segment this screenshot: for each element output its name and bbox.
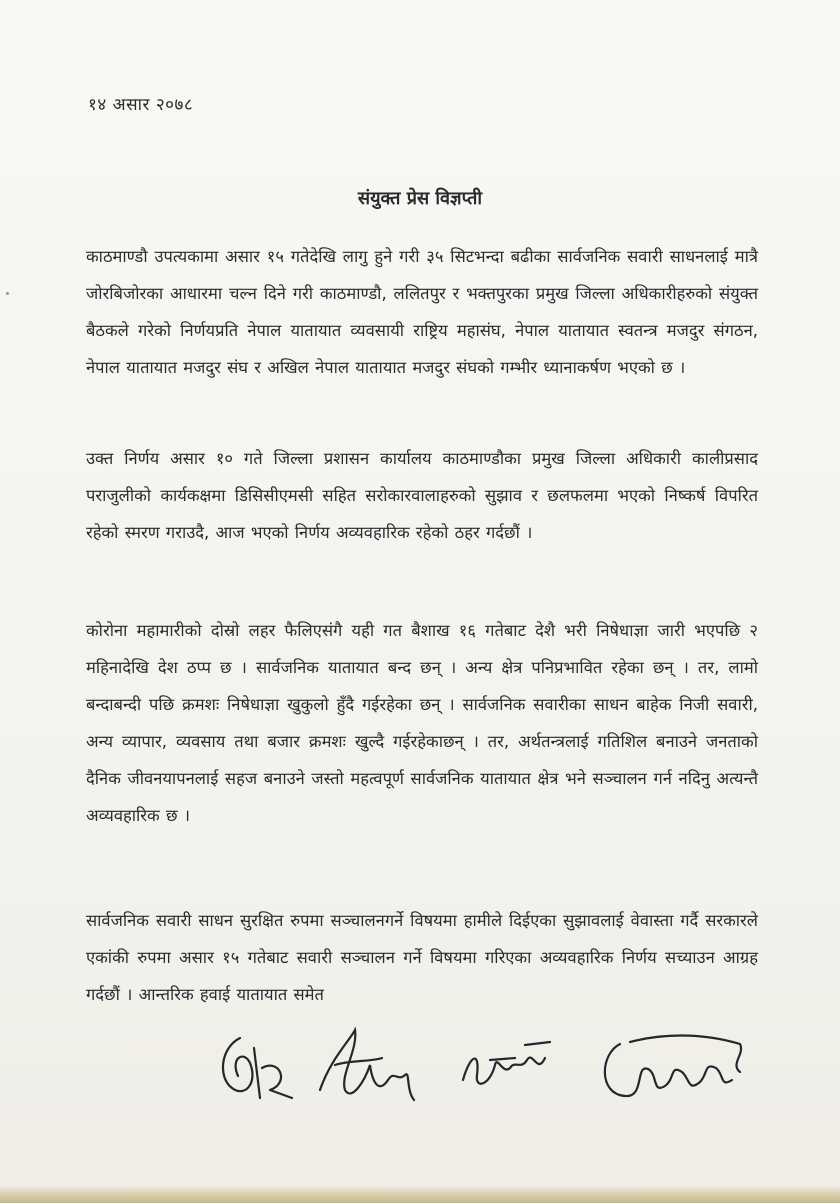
signature-2 <box>310 1020 420 1110</box>
paper-speck <box>6 292 9 295</box>
document-date: १४ असार २०७८ <box>88 95 194 115</box>
paragraph-4: सार्वजनिक सवारी साधन सुरक्षित रुपमा सञ्चालनगर्ने विषयमा हामीले दिईएका सुझावलाई वेवास्ता गर्दै सरकारले एकांकी रुपमा असार १५ गतेबाट सवारी सञ्चालन गर्ने विषयमा गरिएका अव्यवहारिक निर्णय सच्याउन आग्रह गर्दछौं । आन्तरिक हवाई यातायात समेत <box>86 911 758 1004</box>
signature-row <box>200 1020 760 1110</box>
paragraph-3: कोरोना महामारीको दोस्रो लहर फैलिएसंगै यही गत बैशाख १६ गतेबाट देशै भरी निषेधाज्ञा जारी भएपछि २ महिनादेखि देश ठप्प छ । सार्वजनिक यातायात बन्द छन् । अन्य क्षेत्र पनिप्रभावित रहेका छन् । तर, लामो बन्दाबन्दी पछि क्रमशः निषेधाज्ञा खुकुलो हुँदै गईरहेका छन् । सार्वजनिक सवारीका साधन बाहेक निजी सवारी, अन्य व्यापार, व्यवसाय तथा बजार क्रमशः खुल्दै गईरहेकाछन् । तर, अर्थतन्त्रलाई गतिशिल बनाउने जनताको दैनिक जीवनयापनलाई सहज बनाउने जस्तो महत्वपूर्ण सार्वजनिक यातायात क्षेत्र भने सञ्चालन गर्न नदिनु अत्यन्तै अव्यवहारिक छ । <box>86 621 758 825</box>
page-bottom-edge <box>0 1185 840 1203</box>
paragraph-2: उक्त निर्णय असार १० गते जिल्ला प्रशासन कार्यालय काठमाण्डौका प्रमुख जिल्ला अधिकारी कालीप्रसाद पराजुलीको कार्यकक्षमा डिसिसीएमसी सहित सरोकारवालाहरुको सुझाव र छलफलमा भएको निष्कर्ष विपरित रहेको स्मरण गराउदै, आज भएको निर्णय अव्यवहारिक रहेको ठहर गर्दछौं । <box>86 449 758 542</box>
signature-1 <box>210 1028 300 1108</box>
paragraph-1: काठमाण्डौ उपत्यकामा असार १५ गतेदेखि लागु हुने गरी ३५ सिटभन्दा बढीका सार्वजनिक सवारी साधनलाई मात्रै जोरबिजोरका आधारमा चल्न दिने गरी काठमाण्डौ, ललितपुर र भक्तपुरका प्रमुख जिल्ला अधिकारीहरुको संयुक्त बैठकले गरेको निर्णयप्रति नेपाल यातायात व्यवसायी राष्ट्रिय महासंघ, नेपाल यातायात स्वतन्त्र मजदुर संगठन, नेपाल यातायात मजदुर संघ र अखिल नेपाल यातायात मजदुर संघको गम्भीर ध्यानाकर्षण भएको छ । <box>86 247 758 377</box>
signature-4 <box>590 1024 750 1109</box>
signature-3 <box>455 1030 565 1100</box>
document-title: संयुक्त प्रेस विज्ञप्ती <box>357 188 483 209</box>
